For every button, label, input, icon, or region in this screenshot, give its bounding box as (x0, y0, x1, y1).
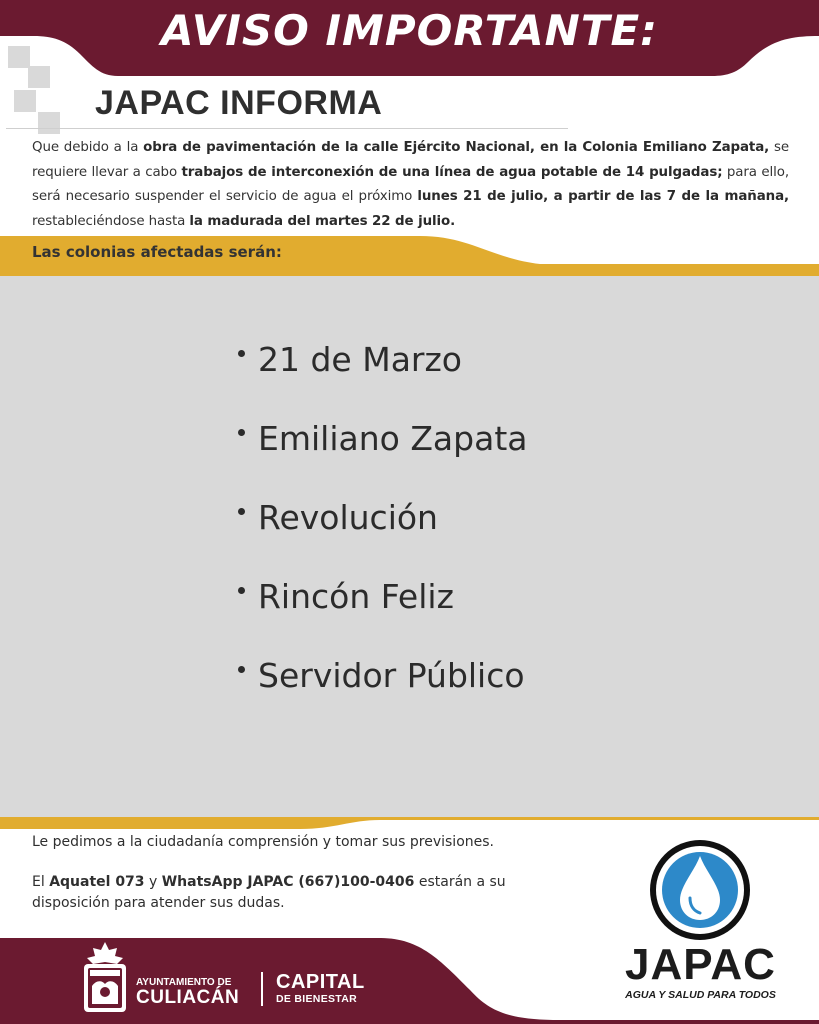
subtitle-divider (6, 128, 568, 129)
affected-heading-strip (0, 236, 819, 276)
notice-text-run: trabajos de interconexión de una línea de agua potable de 14 pulgadas; (181, 164, 723, 180)
decor-square (8, 46, 30, 68)
bullet-icon (238, 587, 245, 594)
whatsapp-number: WhatsApp JAPAC (667)100-0406 (161, 874, 415, 890)
affected-heading: Las colonias afectadas serán: (32, 243, 282, 261)
japac-wordmark: JAPAC (625, 940, 776, 989)
gold-divider-shape (0, 817, 819, 829)
colonia-name: Servidor Público (258, 656, 525, 695)
aquatel-number: Aquatel 073 (49, 874, 145, 890)
notice-paragraph (32, 136, 789, 234)
notice-text-run: para ello, será necesario suspender el servicio de agua el próximo (32, 164, 789, 204)
contact-suffix: estarán a su disposición para atender sus dudas. (32, 874, 506, 911)
colonia-item (238, 575, 527, 654)
header-banner (0, 0, 819, 80)
contact-mid: y (144, 874, 162, 890)
decor-square (28, 66, 50, 88)
colonia-name: Rincón Feliz (258, 577, 454, 616)
capital-subtitle: DE BIENESTAR (276, 993, 357, 1005)
bullet-icon (238, 508, 245, 515)
notice-text-run: se requiere llevar a cabo (32, 140, 789, 180)
bullet-icon (238, 429, 245, 436)
colonia-item (238, 417, 527, 496)
colonia-item (238, 496, 527, 575)
footer-contact (32, 872, 572, 914)
colonias-list (238, 338, 527, 733)
notice-text-run: Que debido a la (32, 140, 144, 155)
colonia-item (238, 654, 527, 733)
colonia-name: Emiliano Zapata (258, 419, 528, 458)
ayuntamiento-label: AYUNTAMIENTO DE (136, 977, 232, 988)
capital-label: CAPITAL (276, 971, 365, 993)
bullet-icon (238, 350, 245, 357)
culiacan-label: CULIACÁN (136, 987, 240, 1008)
footer-request: Le pedimos a la ciudadanía comprensión y tomar sus previsiones. (32, 834, 494, 850)
decor-square (14, 90, 36, 112)
affected-colonias-panel (0, 276, 819, 817)
colonia-name: Revolución (258, 498, 438, 537)
notice-text-run: restableciéndose hasta (32, 213, 190, 229)
notice-title: AVISO IMPORTANTE: (161, 6, 658, 55)
culiacan-crest-icon (80, 940, 130, 1016)
japac-logo (608, 838, 793, 1008)
colonia-item (238, 338, 527, 417)
japac-tagline: AGUA Y SALUD PARA TODOS (625, 989, 776, 1001)
notice-text-run: obra de pavimentación de la calle Ejército Nacional, en la Colonia Emiliano Zapata, (143, 140, 770, 155)
page-subtitle: JAPAC INFORMA (95, 84, 383, 122)
bullet-icon (238, 666, 245, 673)
logo-separator (261, 972, 263, 1006)
notice-text-run: la madurada del martes 22 de julio. (189, 213, 456, 229)
water-drop-icon (648, 838, 752, 942)
decor-square (38, 112, 60, 134)
gold-divider (0, 817, 819, 829)
contact-prefix: El (32, 874, 50, 890)
notice-text-run: lunes 21 de julio, a partir de las 7 de la mañana, (417, 189, 789, 204)
colonia-name: 21 de Marzo (258, 340, 462, 379)
